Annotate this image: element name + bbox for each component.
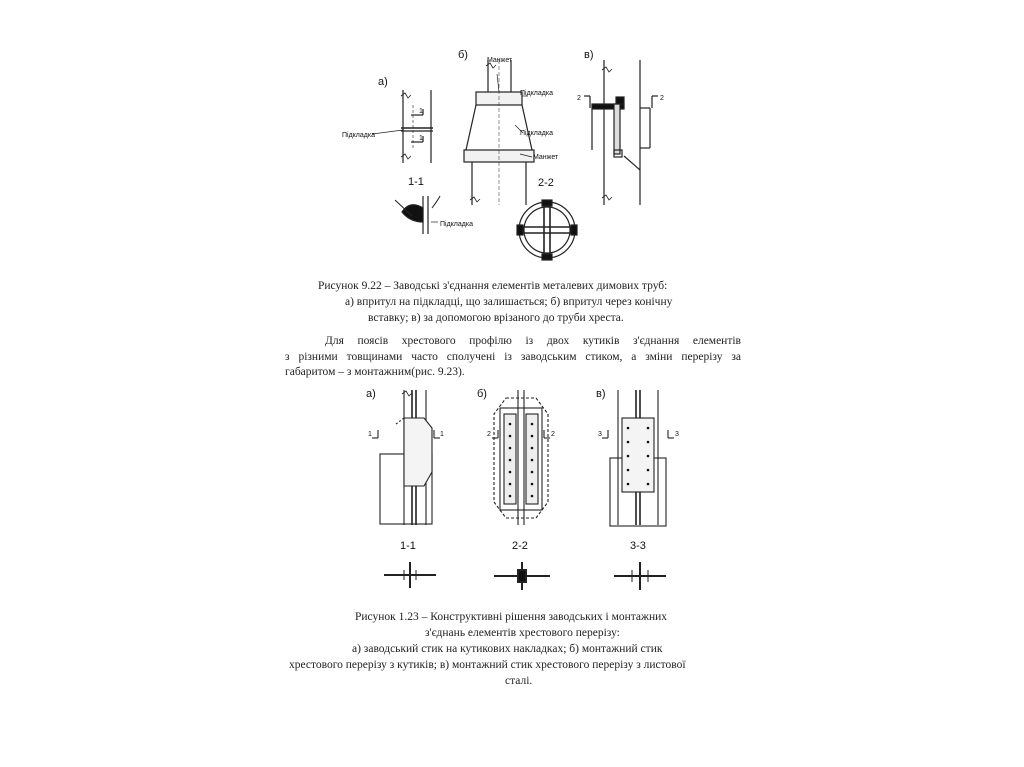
fig922-b-podkladka-2-label: Підкладка: [520, 130, 553, 137]
fig123-b-mark-left: 2: [487, 431, 491, 438]
fig123-label-a: а): [366, 388, 376, 400]
fig123-section-title-2: 2-2: [512, 540, 528, 552]
figure-v-pipe: [584, 60, 658, 205]
paragraph-line2: з різними товщинами часто сполучені із заводським стиком, а зміни перерізу за: [285, 350, 741, 363]
body-paragraph: [285, 334, 741, 381]
caption-922-line1: Рисунок 9.22 – Заводські з'єднання елементів металевих димових труб:: [318, 280, 668, 292]
fig922-a-section-mark-bottom: 1: [419, 135, 423, 142]
fig922-a-section-podkladka-label: Підкладка: [440, 221, 473, 228]
fig922-label-b: б): [458, 49, 468, 61]
caption-922-line2: а) впритул на підкладці, що залишається; б) впритул через конічну: [345, 296, 673, 308]
figure-a-pipe: [372, 90, 433, 163]
fig922-b-section-title: 2-2: [538, 177, 554, 189]
paragraph-line3: габаритом – з монтажним(рис. 9.23).: [285, 366, 465, 378]
figure123-section-cross-2: [494, 562, 550, 590]
caption-123-line1: Рисунок 1.23 – Конструктивні рішення заводських і монтажних: [355, 611, 668, 623]
fig123-v-mark-left: 3: [598, 431, 602, 438]
fig123-section-title-1: 1-1: [400, 540, 416, 552]
caption-123-line2: з'єднань елементів хрестового перерізу:: [425, 627, 620, 639]
figure-9-22: [0, 0, 1024, 270]
paragraph-line1: Для поясів хрестового профілю із двох кутиків з'єднання елементів: [325, 335, 741, 347]
fig123-label-b: б): [477, 388, 487, 400]
fig123-a-mark-right: 1: [440, 431, 444, 438]
figure123-a-joint: [372, 390, 440, 525]
figure123-section-cross-1: [384, 562, 436, 588]
fig123-a-mark-left: 1: [368, 431, 372, 438]
figure123-v-joint: [602, 390, 674, 526]
figure123-b-joint: [492, 390, 550, 525]
fig922-a-section-mark-top: 1: [419, 108, 423, 115]
caption-922-line3: вставку; в) за допомогою врізаного до труби хреста.: [368, 312, 624, 324]
caption-123-line5: сталі.: [505, 675, 533, 687]
fig123-v-mark-right: 3: [675, 431, 679, 438]
fig123-b-mark-right: 2: [551, 431, 555, 438]
fig922-v-section-mark-left: 2: [577, 95, 581, 102]
caption-123-line3: а) заводський стик на кутикових накладках; б) монтажний стик: [352, 643, 663, 655]
fig922-label-a: а): [378, 76, 388, 88]
fig922-b-manzhet-bottom-label: Манжет: [533, 154, 559, 161]
fig922-v-section-mark-right: 2: [660, 95, 664, 102]
fig922-b-podkladka-1-label: Підкладка: [520, 90, 553, 97]
fig922-b-manzhet-top-label: Манжет: [487, 57, 513, 64]
caption-123-line4: хрестового перерізу з кутиків; в) монтажний стик хрестового перерізу з листової: [289, 659, 686, 671]
fig123-label-v: в): [596, 388, 606, 400]
fig922-label-v: в): [584, 49, 594, 61]
figure-1-23: [0, 380, 1024, 605]
fig922-a-podkladka-label: Підкладка: [342, 132, 375, 139]
fig123-section-title-3: 3-3: [630, 540, 646, 552]
fig922-a-section-title: 1-1: [408, 176, 424, 188]
figure-b-section-cross: [517, 200, 577, 260]
figure-a-section-weld: [395, 196, 440, 234]
figure123-section-cross-3: [614, 562, 666, 590]
